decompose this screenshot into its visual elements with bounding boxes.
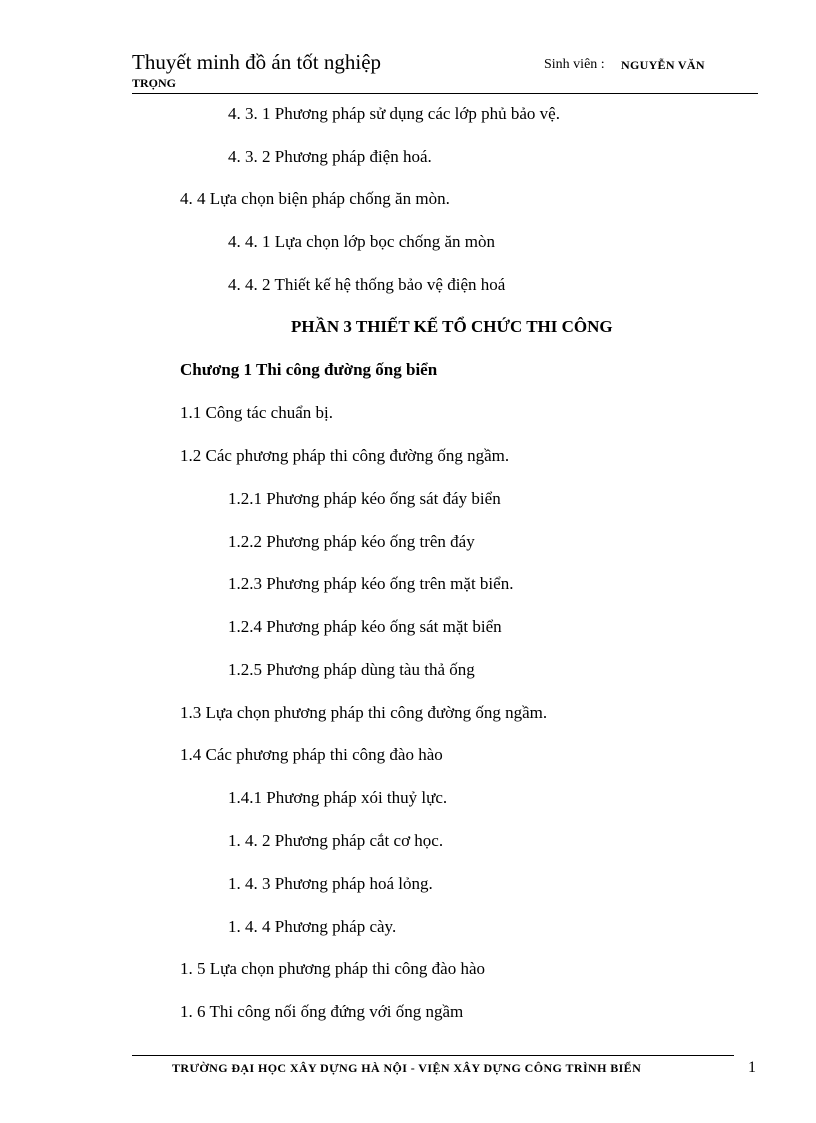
toc-item: 1.3 Lựa chọn phương pháp thi công đường ống ngầm. <box>180 703 548 722</box>
student-name: NGUYỄN VĂN <box>621 58 705 72</box>
toc-item: 1. 4. 2 Phương pháp cắt cơ học. <box>228 831 444 850</box>
toc-item: 1. 4. 3 Phương pháp hoá lỏng. <box>228 874 433 893</box>
toc-item: 1.4 Các phương pháp thi công đào hào <box>180 745 443 764</box>
toc-item: 4. 3. 2 Phương pháp điện hoá. <box>228 147 432 166</box>
footer-divider <box>132 1055 734 1056</box>
toc-item: 1.4.1 Phương pháp xói thuỷ lực. <box>228 788 448 807</box>
student-label: Sinh viên : <box>544 57 605 72</box>
student-name-continuation: TRỌNG <box>132 76 177 90</box>
toc-item: 1.2.2 Phương pháp kéo ống trên đáy <box>228 532 475 551</box>
page-number: 1 <box>748 1059 756 1076</box>
document-title: Thuyết minh đồ án tốt nghiệp <box>132 50 382 74</box>
header-divider <box>132 93 758 94</box>
toc-item: 4. 4. 1 Lựa chọn lớp bọc chống ăn mòn <box>228 232 496 251</box>
toc-item: 1.1 Công tác chuẩn bị. <box>180 403 333 422</box>
toc-item: 1.2.3 Phương pháp kéo ống trên mặt biển. <box>228 574 514 593</box>
toc-item: 1. 4. 4 Phương pháp cày. <box>228 917 397 936</box>
footer-institution: TRƯỜNG ĐẠI HỌC XÂY DỰNG HÀ NỘI - VIỆN XÂY DỰNG CÔNG TRÌNH BIỂN <box>172 1061 642 1075</box>
toc-item: 4. 3. 1 Phương pháp sử dụng các lớp phủ bảo vệ. <box>228 104 560 123</box>
toc-item: 4. 4. 2 Thiết kế hệ thống bảo vệ điện hoá <box>228 275 506 294</box>
chapter-heading: Chương 1 Thi công đường ống biển <box>180 360 438 379</box>
toc-item: 1.2 Các phương pháp thi công đường ống ngầm. <box>180 446 510 465</box>
toc-item: 1.2.5 Phương pháp dùng tàu thả ống <box>228 660 475 679</box>
toc-item: 1. 6 Thi công nối ống đứng với ống ngầm <box>180 1002 464 1021</box>
toc-item: 1.2.1 Phương pháp kéo ống sát đáy biển <box>228 489 501 508</box>
toc-item: 1. 5 Lựa chọn phương pháp thi công đào hào <box>180 959 486 978</box>
toc-item: 1.2.4 Phương pháp kéo ống sát mặt biển <box>228 617 502 636</box>
toc-item: 4. 4 Lựa chọn biện pháp chống ăn mòn. <box>180 189 450 208</box>
part-heading: PHẦN 3 THIẾT KẾ TỔ CHỨC THI CÔNG <box>291 317 613 336</box>
